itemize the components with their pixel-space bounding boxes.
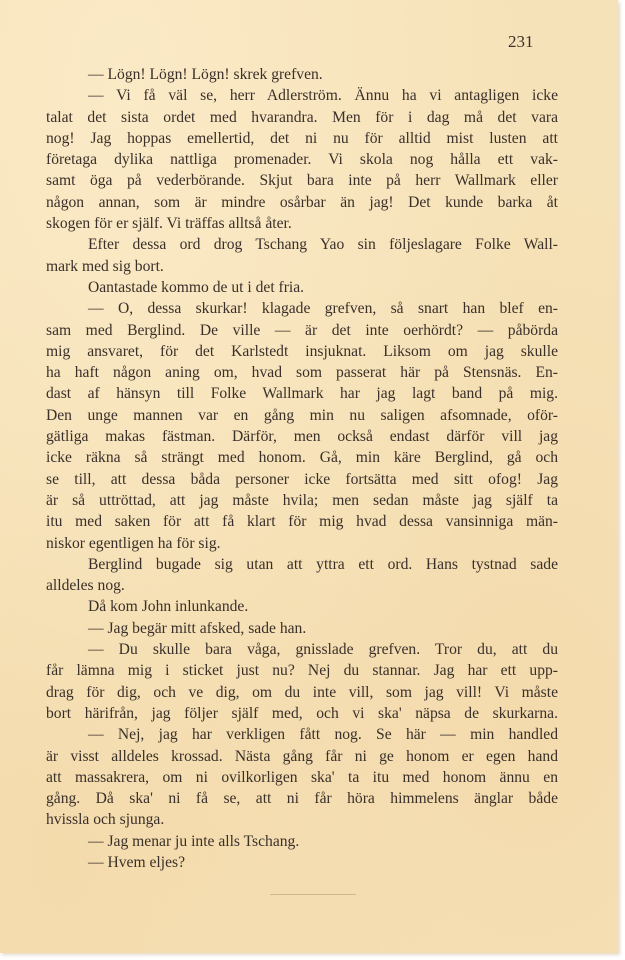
end-of-chapter-rule xyxy=(270,894,356,895)
text-line: — Nej, jag har verkligen fått nog. Se här — min handled xyxy=(88,726,558,744)
text-line: skogen för er själf. Vi träffas alltså åter. xyxy=(46,215,292,233)
text-line: talat det sista ordet med hvarandra. Men för i dag må det vara xyxy=(46,108,558,126)
text-line: hvissla och sjunga. xyxy=(46,811,165,829)
text-line: drag för dig, och ve dig, om du inte vill, som jag vill! Vi måste xyxy=(46,683,558,701)
text-line: att massakrera, om ni ovilkorligen ska' ta itu med honom ännu en xyxy=(46,768,558,786)
text-line: mark med sig bort. xyxy=(46,257,164,275)
text-line: icke räkna så strängt med honom. Gå, min käre Berglind, gå och xyxy=(46,449,558,467)
text-line: samt öga på vederbörande. Skjut bara inte på herr Wallmark eller xyxy=(46,172,558,190)
text-line: itu med saken för att få klart för mig hvad dessa vansinniga män- xyxy=(46,513,558,531)
text-line: — O, dessa skurkar! klagade grefven, så snart han blef en- xyxy=(88,300,558,318)
text-line: — Jag begär mitt afsked, sade han. xyxy=(88,619,307,637)
text-line: någon annan, som är mindre osårbar än jag! Det kunde barka åt xyxy=(46,193,558,211)
text-line: ha haft någon aning om, hvad som passerat här på Stensnäs. En- xyxy=(46,364,558,382)
text-line: företaga dylika nattliga promenader. Vi skola nog hålla ett vak- xyxy=(46,151,558,169)
text-line: gång. Då ska' ni få se, att ni får höra himmelens änglar både xyxy=(46,790,558,808)
text-line: gätliga makas fästman. Därför, men också endast därför vill jag xyxy=(46,428,558,446)
text-line: — Jag menar ju inte alls Tschang. xyxy=(88,832,300,850)
text-line: mig ansvaret, för det Karlstedt insjuknat. Liksom om jag skulle xyxy=(46,342,558,360)
text-line: — Hvem eljes? xyxy=(88,853,185,871)
text-line: är visst alldeles krossad. Nästa gång får ni ge honom er egen hand xyxy=(46,747,558,765)
text-line: bort härifrån, jag följer själf med, och vi ska' näpsa de skurkarna. xyxy=(46,704,558,722)
text-line: dast af hänsyn till Folke Wallmark har jag lagt band på mig. xyxy=(46,385,558,403)
body-text xyxy=(46,64,558,873)
text-line: — Du skulle bara våga, gnisslade grefven. Tror du, att du xyxy=(88,641,558,659)
text-line: Berglind bugade sig utan att yttra ett ord. Hans tystnad sade xyxy=(88,555,558,573)
text-line: nog! Jag hoppas emellertid, det ni nu för alltid mist lusten att xyxy=(46,129,558,147)
text-line: — Lögn! Lögn! Lögn! skrek grefven. xyxy=(88,66,323,83)
text-line: är så uttröttad, att jag måste hvila; men sedan måste jag själf ta xyxy=(46,491,558,509)
text-line: sam med Berglind. De ville — är det inte oerhördt? — påbörda xyxy=(46,321,558,339)
text-line: Efter dessa ord drog Tschang Yao sin följeslagare Folke Wall- xyxy=(88,236,558,254)
text-line: alldeles nog. xyxy=(46,577,125,595)
text-line: — Vi få väl se, herr Adlerström. Ännu ha vi antagligen icke xyxy=(88,87,558,105)
text-line: får lämna mig i sticket just nu? Nej du stannar. Jag har ett upp- xyxy=(46,662,558,680)
text-line: Då kom John inlunkande. xyxy=(88,598,249,616)
text-line: se till, att dessa båda personer icke fortsätta med sitt ofog! Jag xyxy=(46,470,558,488)
text-line: Den unge mannen var en gång min nu saligen afsomnade, oför- xyxy=(46,406,558,424)
text-line: niskor egentligen ha för sig. xyxy=(46,534,221,552)
text-line: Oantastade kommo de ut i det fria. xyxy=(88,278,305,296)
page-number: 231 xyxy=(508,32,534,51)
